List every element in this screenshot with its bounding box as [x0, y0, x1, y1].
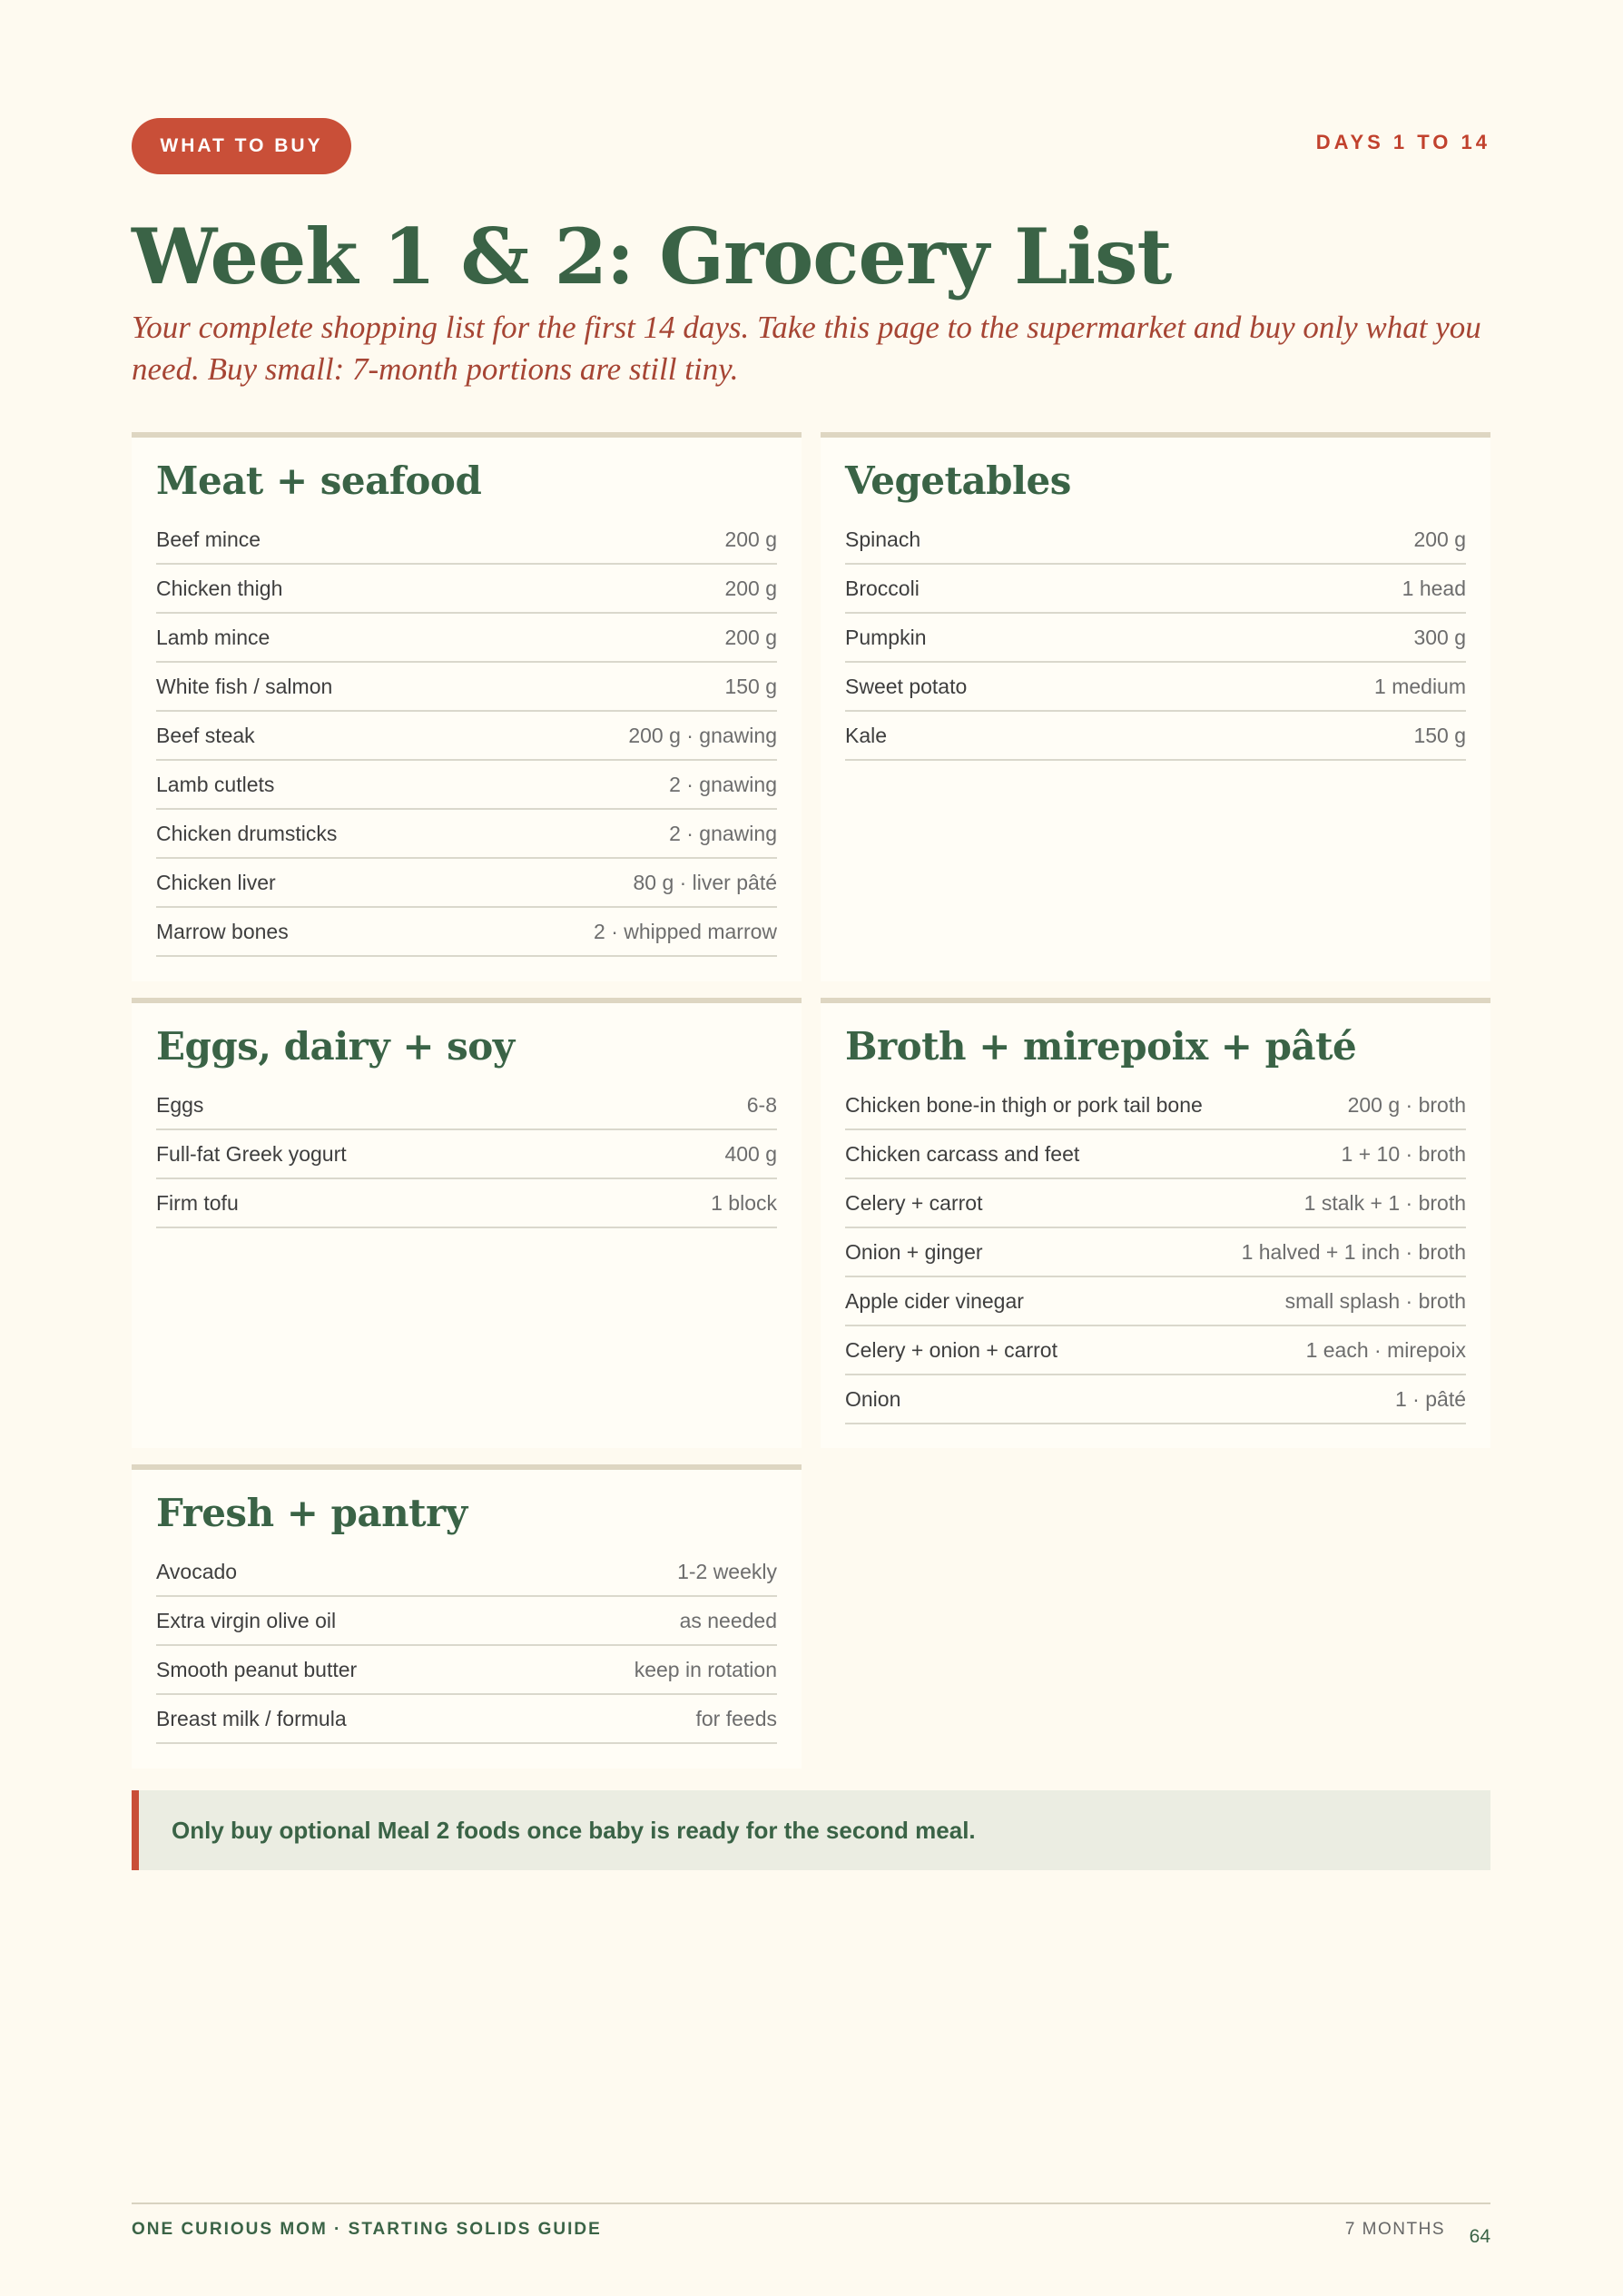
- eggs-dairy-soy-card: [132, 998, 802, 1448]
- item-name: Lamb cutlets: [156, 772, 275, 796]
- section-title: Fresh + pantry: [156, 1491, 467, 1535]
- item-name: Sweet potato: [845, 674, 968, 698]
- callout-text: Only buy optional Meal 2 foods once baby is ready for the second meal.: [172, 1816, 976, 1844]
- page-subtitle: Your complete shopping list for the first 14 days. Take this page to the supermarket and buy only what you need. Buy small: 7-month portions are still tiny.: [132, 310, 1481, 387]
- list-item: [156, 516, 777, 565]
- list-item: [845, 1228, 1466, 1277]
- item-name: Eggs: [156, 1092, 204, 1117]
- list-item: [156, 1597, 777, 1646]
- list-item: [156, 614, 777, 663]
- list-item: [156, 761, 777, 810]
- item-quantity: for feeds: [695, 1706, 777, 1730]
- list-item: [845, 1179, 1466, 1228]
- item-name: Pumpkin: [845, 625, 927, 649]
- list-item: [845, 1081, 1466, 1130]
- item-quantity: 80 g · liver pâté: [633, 870, 777, 894]
- item-name: Apple cider vinegar: [845, 1288, 1024, 1313]
- item-quantity: 1 stalk + 1 · broth: [1303, 1190, 1466, 1215]
- item-name: Celery + carrot: [845, 1190, 983, 1215]
- list-item: [845, 614, 1466, 663]
- footer-guide-title: ONE CURIOUS MOM · STARTING SOLIDS GUIDE: [132, 2220, 602, 2239]
- list-item: [156, 1695, 777, 1744]
- list-item: [845, 565, 1466, 614]
- section-title: Eggs, dairy + soy: [156, 1024, 515, 1069]
- item-list: [156, 516, 777, 957]
- page-number: 64: [1469, 2226, 1490, 2247]
- item-name: Chicken thigh: [156, 576, 283, 600]
- item-quantity: 200 g: [724, 527, 777, 551]
- fresh-pantry-card: [132, 1464, 802, 1769]
- section-title: Vegetables: [845, 458, 1071, 503]
- item-name: Onion: [845, 1386, 901, 1411]
- list-item: [845, 712, 1466, 761]
- item-name: Spinach: [845, 527, 921, 551]
- item-name: White fish / salmon: [156, 674, 333, 698]
- item-quantity: 2 · gnawing: [669, 772, 777, 796]
- list-item: [156, 1081, 777, 1130]
- item-quantity: 200 g · broth: [1347, 1092, 1466, 1117]
- list-item: [845, 1375, 1466, 1424]
- meal-2-note-callout: [132, 1790, 1490, 1870]
- item-name: Beef mince: [156, 527, 261, 551]
- list-item: [845, 1130, 1466, 1179]
- item-quantity: 1 · pâté: [1395, 1386, 1466, 1411]
- list-item: [156, 908, 777, 957]
- item-quantity: 200 g: [1413, 527, 1466, 551]
- item-name: Firm tofu: [156, 1190, 239, 1215]
- item-quantity: keep in rotation: [634, 1657, 777, 1681]
- item-name: Onion + ginger: [845, 1239, 983, 1264]
- page-title: Week 1 & 2: Grocery List: [132, 212, 1172, 301]
- list-item: [845, 1326, 1466, 1375]
- item-quantity: 1 medium: [1374, 674, 1466, 698]
- item-quantity: as needed: [679, 1608, 777, 1632]
- item-name: Avocado: [156, 1559, 238, 1583]
- item-quantity: 150 g: [724, 674, 777, 698]
- item-name: Chicken drumsticks: [156, 821, 338, 845]
- item-quantity: 2 · gnawing: [669, 821, 777, 845]
- item-quantity: 200 g: [724, 576, 777, 600]
- item-quantity: 1-2 weekly: [677, 1559, 777, 1583]
- item-name: Celery + onion + carrot: [845, 1337, 1057, 1362]
- broth-mirepoix-pate-card: [821, 998, 1490, 1448]
- footer-divider: [132, 2202, 1490, 2204]
- list-item: [845, 516, 1466, 565]
- item-quantity: 150 g: [1413, 723, 1466, 747]
- item-name: Chicken bone-in thigh or pork tail bone: [845, 1092, 1203, 1117]
- item-quantity: small splash · broth: [1284, 1288, 1466, 1313]
- list-item: [845, 663, 1466, 712]
- item-name: Beef steak: [156, 723, 255, 747]
- item-list: [845, 516, 1466, 761]
- item-quantity: 200 g · gnawing: [628, 723, 777, 747]
- top-bar: [132, 118, 1490, 174]
- item-list: [156, 1548, 777, 1744]
- item-quantity: 1 each · mirepoix: [1305, 1337, 1466, 1362]
- item-quantity: 6-8: [746, 1092, 777, 1117]
- item-name: Broccoli: [845, 576, 920, 600]
- list-item: [156, 565, 777, 614]
- item-quantity: 1 block: [711, 1190, 777, 1215]
- list-item: [156, 1646, 777, 1695]
- item-quantity: 1 halved + 1 inch · broth: [1241, 1239, 1466, 1264]
- item-name: Lamb mince: [156, 625, 270, 649]
- item-quantity: 1 head: [1402, 576, 1466, 600]
- grocery-list-page: [132, 0, 1490, 2296]
- item-quantity: 300 g: [1413, 625, 1466, 649]
- list-item: [156, 1548, 777, 1597]
- item-name: Breast milk / formula: [156, 1706, 347, 1730]
- meat-seafood-card: [132, 432, 802, 981]
- list-item: [156, 712, 777, 761]
- list-item: [156, 859, 777, 908]
- list-item: [845, 1277, 1466, 1326]
- item-name: Kale: [845, 723, 888, 747]
- item-list: [156, 1081, 777, 1228]
- list-item: [156, 663, 777, 712]
- list-item: [156, 1130, 777, 1179]
- vegetables-card: [821, 432, 1490, 981]
- item-name: Full-fat Greek yogurt: [156, 1141, 347, 1166]
- section-title: Meat + seafood: [156, 458, 482, 503]
- item-name: Chicken carcass and feet: [845, 1141, 1080, 1166]
- item-name: Smooth peanut butter: [156, 1657, 358, 1681]
- item-quantity: 400 g: [724, 1141, 777, 1166]
- list-item: [156, 810, 777, 859]
- item-name: Chicken liver: [156, 870, 276, 894]
- footer-age-label: 7 MONTHS: [1344, 2220, 1445, 2239]
- item-name: Marrow bones: [156, 919, 289, 943]
- item-quantity: 1 + 10 · broth: [1341, 1141, 1466, 1166]
- section-title: Broth + mirepoix + pâté: [845, 1024, 1357, 1069]
- days-range-label: DAYS 1 TO 14: [1315, 131, 1490, 153]
- item-name: Extra virgin olive oil: [156, 1608, 337, 1632]
- item-quantity: 2 · whipped marrow: [594, 919, 777, 943]
- item-list: [845, 1081, 1466, 1424]
- item-quantity: 200 g: [724, 625, 777, 649]
- list-item: [156, 1179, 777, 1228]
- what-to-buy-badge: WHAT TO BUY: [132, 118, 351, 174]
